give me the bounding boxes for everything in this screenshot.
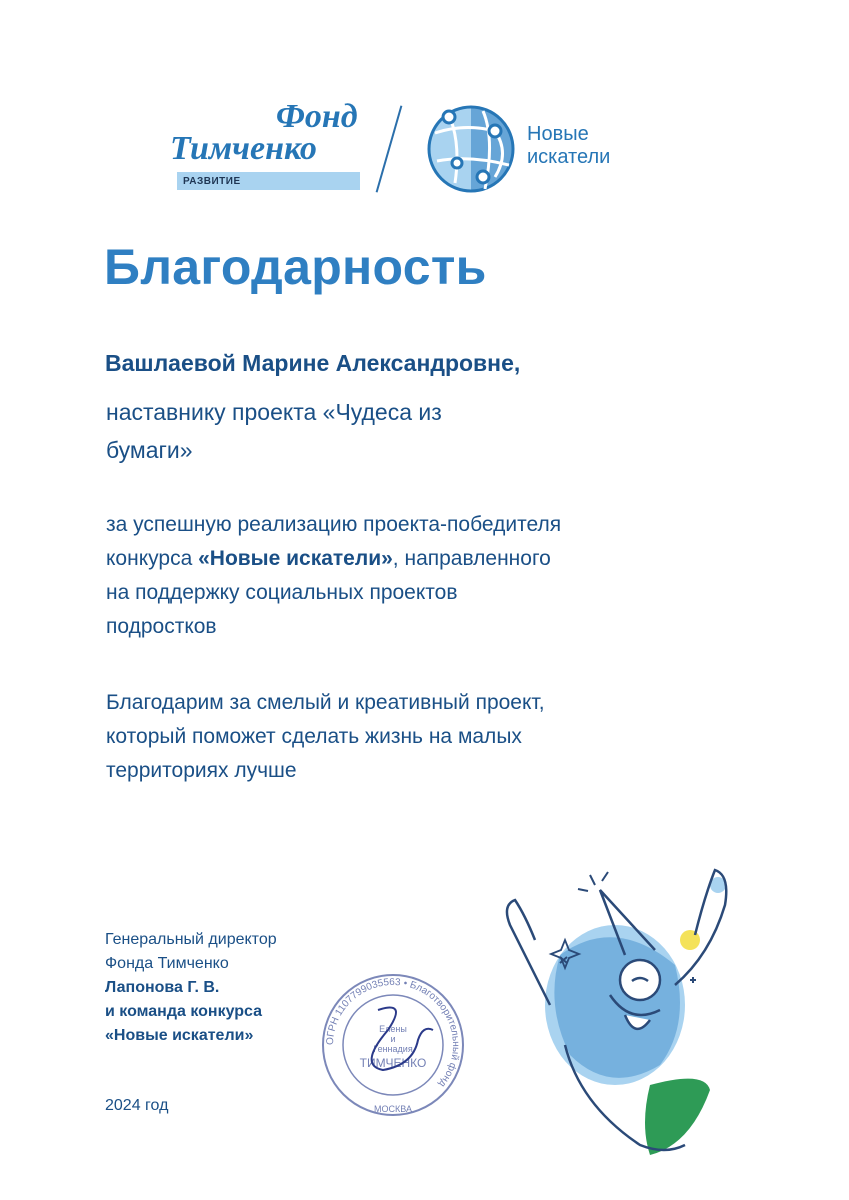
- logo-divider: [376, 105, 403, 192]
- stamp-bottom-text: МОСКВА: [374, 1104, 412, 1114]
- reason-line-2: [106, 542, 706, 576]
- logo-word-timchenko: Тимченко: [170, 130, 317, 167]
- signature-line-2: Фонда Тимченко: [105, 955, 229, 972]
- stamp-center-1: Елены: [379, 1024, 407, 1034]
- role-line-2: бумаги»: [106, 437, 193, 463]
- signature-line-5: «Новые искатели»: [105, 1027, 254, 1044]
- reason-paragraph: [106, 508, 706, 644]
- stamp-ring-text: ОГРН 1107799035563 • Благотворительный фонд: [324, 976, 462, 1090]
- thanks-line-3: территориях лучше: [106, 759, 297, 782]
- signature-line-1: Генеральный директор: [105, 931, 277, 948]
- contest-name: «Новые искатели»: [198, 547, 393, 570]
- organization-stamp: [318, 970, 468, 1120]
- reason-line-2-pre: конкурса: [106, 547, 199, 570]
- certificate-title: Благодарность: [104, 239, 487, 295]
- recipient-role: [106, 393, 506, 469]
- logo-tag-text: РАЗВИТИЕ: [183, 176, 241, 187]
- stamp-center-3: Геннадия: [373, 1044, 413, 1054]
- stamp-center-4: ТИМЧЕНКО: [359, 1056, 427, 1070]
- novye-iskateli-globe-icon: [425, 103, 519, 195]
- signature-line-4: и команда конкурса: [105, 1003, 263, 1020]
- thanks-line-1: Благодарим за смелый и креативный проект,: [106, 691, 545, 714]
- signature-line-3: Лапонова Г. В.: [105, 979, 220, 996]
- logo-ni-line1: Новые: [527, 123, 589, 145]
- year-label: 2024 год: [105, 1097, 169, 1114]
- reason-line-1: за успешную реализацию проекта-победителя: [106, 513, 562, 536]
- logo-ni-line2: искатели: [527, 146, 611, 168]
- recipient-name: Вашлаевой Марине Александровне,: [105, 350, 521, 376]
- celebrating-character-illustration: [490, 845, 750, 1175]
- signature-block: [105, 928, 277, 1048]
- role-line-1: наставнику проекта «Чудеса из: [106, 399, 442, 425]
- stamp-center-2: и: [390, 1034, 396, 1044]
- thanks-paragraph: [106, 686, 706, 788]
- reason-line-2-post: , направленного: [392, 547, 551, 570]
- logo-word-fond: Фонд: [276, 98, 358, 135]
- reason-line-3: на поддержку социальных проектов: [106, 581, 458, 604]
- thanks-line-2: который поможет сделать жизнь на малых: [106, 725, 522, 748]
- reason-line-4: подростков: [106, 615, 217, 638]
- novye-iskateli-logo-text: [527, 123, 610, 169]
